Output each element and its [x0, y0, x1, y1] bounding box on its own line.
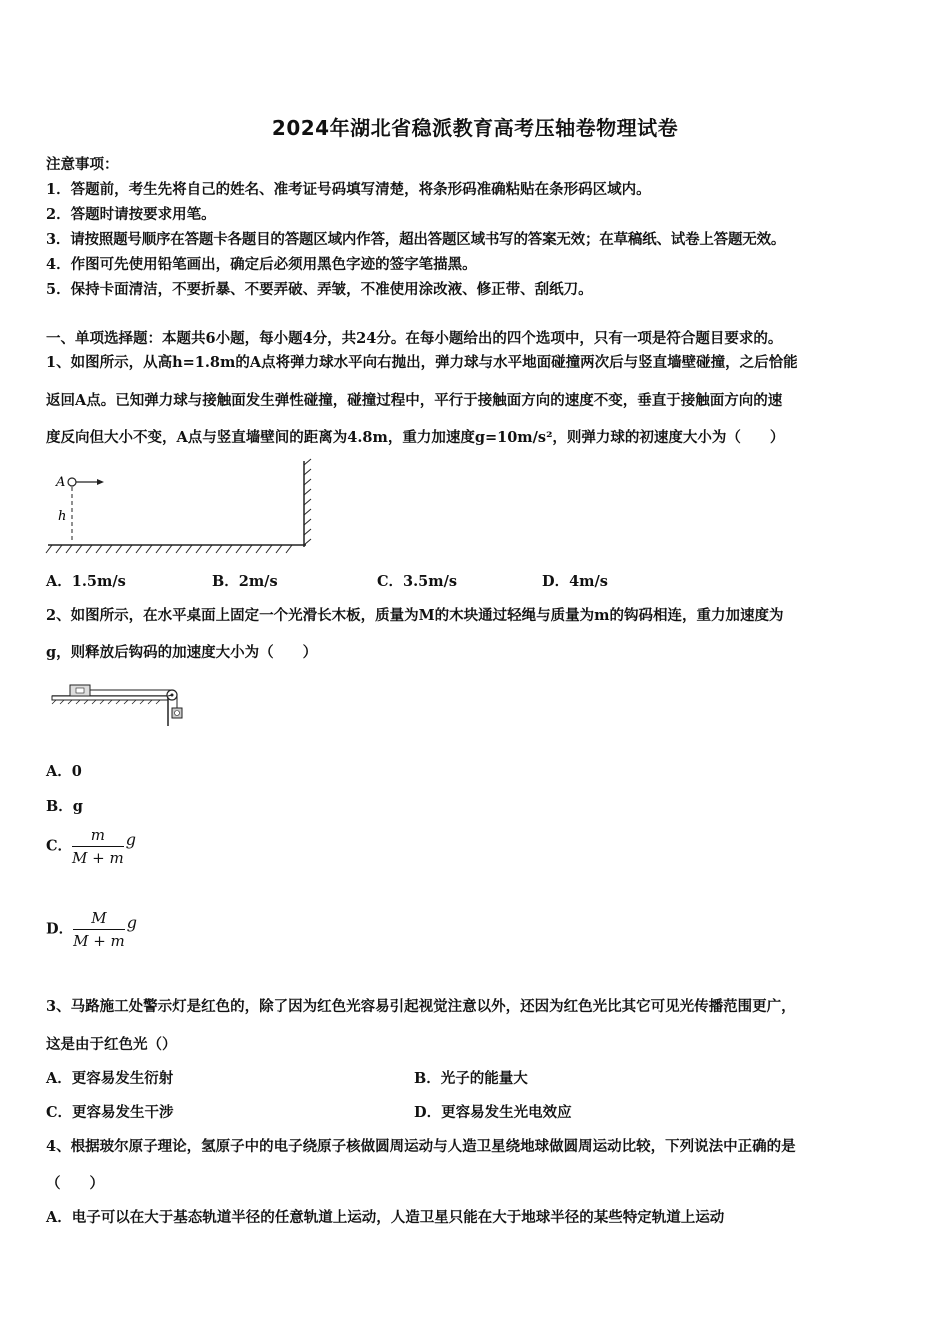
q2-line-1: 2、如图所示，在水平桌面上固定一个光滑长木板，质量为M的木块通过轻绳与质量为m的钩码相连，重力加速度为 — [46, 607, 784, 624]
q1-option-b[interactable]: B．2m/s — [212, 573, 278, 590]
q3-option-b[interactable]: B．光子的能量大 — [414, 1070, 528, 1087]
q1-option-c[interactable]: C．3.5m/s — [377, 573, 458, 590]
q2-option-d-fraction — [73, 909, 125, 950]
q2-option-a[interactable]: A．0 — [46, 763, 82, 780]
q1-line-3: 度反向但大小不变，A点与竖直墙壁间的距离为4.8m，重力加速度g=10m/s²，则弹力球的初速度大小为（ ） — [46, 429, 785, 446]
q1-line-2: 返回A点。已知弹力球与接触面发生弹性碰撞，碰撞过程中，平行于接触面方向的速度不变，垂直于接触面方向的速 — [46, 392, 783, 409]
q4-option-a[interactable]: A．电子可以在大于基态轨道半径的任意轨道上运动，人造卫星只能在大于地球半径的某些特定轨道上运动 — [46, 1209, 725, 1226]
q2-figure — [48, 676, 190, 732]
q2-option-c-label: C． — [46, 837, 73, 855]
q1-height-label: h — [58, 509, 67, 524]
q2-option-c-numerator: m — [72, 826, 124, 847]
q4-line-2: （ ） — [46, 1175, 104, 1192]
q3-option-a[interactable]: A．更容易发生衍射 — [46, 1070, 174, 1087]
notice-item-3: 3．请按照题号顺序在答题卡各题目的答题区域内作答，超出答题区域书写的答案无效；在草稿纸、试卷上答题无效。 — [46, 231, 786, 248]
notice-item-2: 2．答题时请按要求用笔。 — [46, 206, 216, 223]
q2-line-2: g，则释放后钩码的加速度大小为（ ） — [46, 644, 318, 661]
q3-option-c[interactable]: C．更容易发生干涉 — [46, 1104, 174, 1121]
notice-item-1: 1．答题前，考生先将自己的姓名、准考证号码填写清楚，将条形码准确粘贴在条形码区域内。 — [46, 181, 651, 198]
q2-option-c-denominator: M + m — [72, 849, 124, 867]
notice-item-4: 4．作图可先使用铅笔画出，确定后必须用黑色字迹的签字笔描黑。 — [46, 256, 477, 273]
q1-option-a[interactable]: A．1.5m/s — [46, 573, 126, 590]
q4-line-1: 4、根据玻尔原子理论，氢原子中的电子绕原子核做圆周运动与人造卫星绕地球做圆周运动比较，下列说法中正确的是 — [46, 1138, 796, 1155]
exam-title: 2024年湖北省稳派教育高考压轴卷物理试卷 — [271, 116, 679, 140]
q3-line-1: 3、马路施工处警示灯是红色的，除了因为红色光容易引起视觉注意以外，还因为红色光比其它可见光传播范围更广， — [46, 998, 796, 1015]
notice-item-5: 5．保持卡面清洁，不要折暴、不要弄破、弄皱，不准使用涂改液、修正带、刮纸刀。 — [46, 281, 593, 298]
q2-option-d-numerator: M — [73, 909, 125, 930]
q2-option-d-g: g — [126, 912, 138, 932]
q2-option-d-denominator: M + m — [73, 932, 125, 950]
q2-option-d-label: D． — [46, 920, 74, 938]
q2-option-c-g: g — [125, 829, 136, 849]
q2-option-c[interactable] — [46, 826, 136, 867]
q1-option-d[interactable]: D．4m/s — [542, 573, 608, 590]
q2-option-d[interactable] — [46, 909, 137, 950]
q3-line-2: 这是由于红色光（） — [46, 1036, 177, 1053]
q3-option-d[interactable]: D．更容易发生光电效应 — [414, 1104, 572, 1121]
q2-option-b[interactable]: B．g — [46, 798, 83, 815]
q1-line-1: 1、如图所示，从高h=1.8m的A点将弹力球水平向右抛出，弹力球与水平地面碰撞两次后与竖直墙壁碰撞，之后恰能 — [46, 354, 798, 371]
q1-point-label: A — [56, 475, 66, 490]
notice-heading: 注意事项： — [46, 156, 119, 173]
section-heading: 一、单项选择题：本题共6小题，每小题4分，共24分。在每小题给出的四个选项中，只有一项是符合题目要求的。 — [46, 330, 783, 347]
q2-option-c-fraction — [72, 826, 124, 867]
q1-figure — [44, 455, 316, 559]
